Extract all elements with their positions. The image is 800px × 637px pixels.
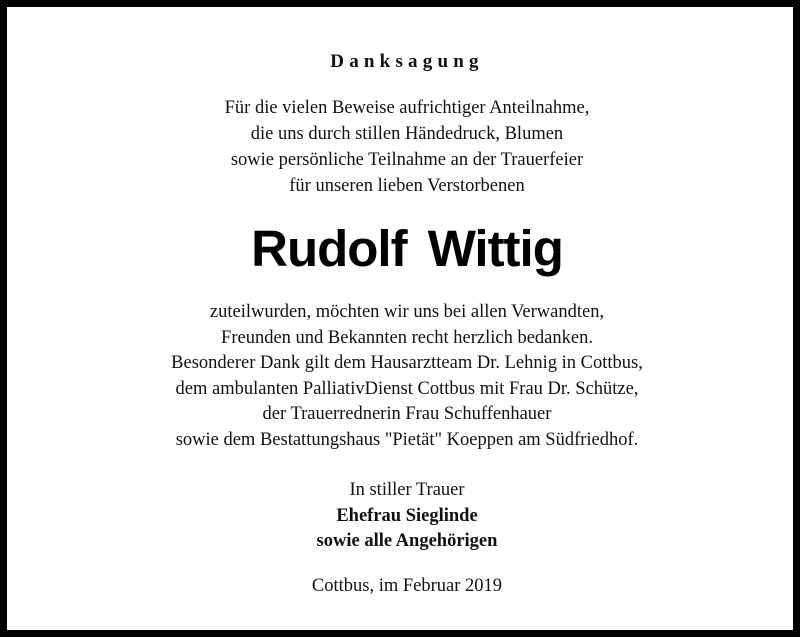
notice-heading: Danksagung xyxy=(330,51,484,72)
thanks-line: Besonderer Dank gilt dem Hausarztteam Dr. Lehnig in Cottbus, xyxy=(171,353,643,373)
thanks-line: sowie dem Bestattungshaus "Pietät" Koeppen am Südfriedhof. xyxy=(175,429,639,450)
thanks-paragraph xyxy=(7,300,800,453)
thanks-line: dem ambulanten PalliativDienst Cottbus mit Frau Dr. Schütze, xyxy=(175,378,639,399)
intro-line: die uns durch stillen Händedruck, Blumen xyxy=(250,124,564,144)
relatives-line: sowie alle Angehörigen xyxy=(316,531,498,551)
intro-line: für unseren lieben Verstorbenen xyxy=(289,176,525,196)
intro-paragraph xyxy=(7,95,800,199)
intro-line: sowie persönliche Teilnahme an der Trauerfeier xyxy=(230,150,584,170)
thanks-line: Freunden und Bekannten recht herzlich bedanken. xyxy=(221,327,593,348)
deceased-name: Rudolf Wittig xyxy=(251,220,563,277)
intro-line: Für die vielen Beweise aufrichtiger Anteilnahme, xyxy=(224,98,590,118)
place-and-date: Cottbus, im Februar 2019 xyxy=(311,576,503,596)
mourning-intro: In stiller Trauer xyxy=(349,480,465,500)
widow-name: Ehefrau Sieglinde xyxy=(336,505,478,526)
thanks-line: der Trauerrednerin Frau Schuffenhauer xyxy=(262,404,552,424)
thanks-line: zuteilwurden, möchten wir uns bei allen Verwandten, xyxy=(209,302,605,322)
mourners-block xyxy=(7,478,800,555)
